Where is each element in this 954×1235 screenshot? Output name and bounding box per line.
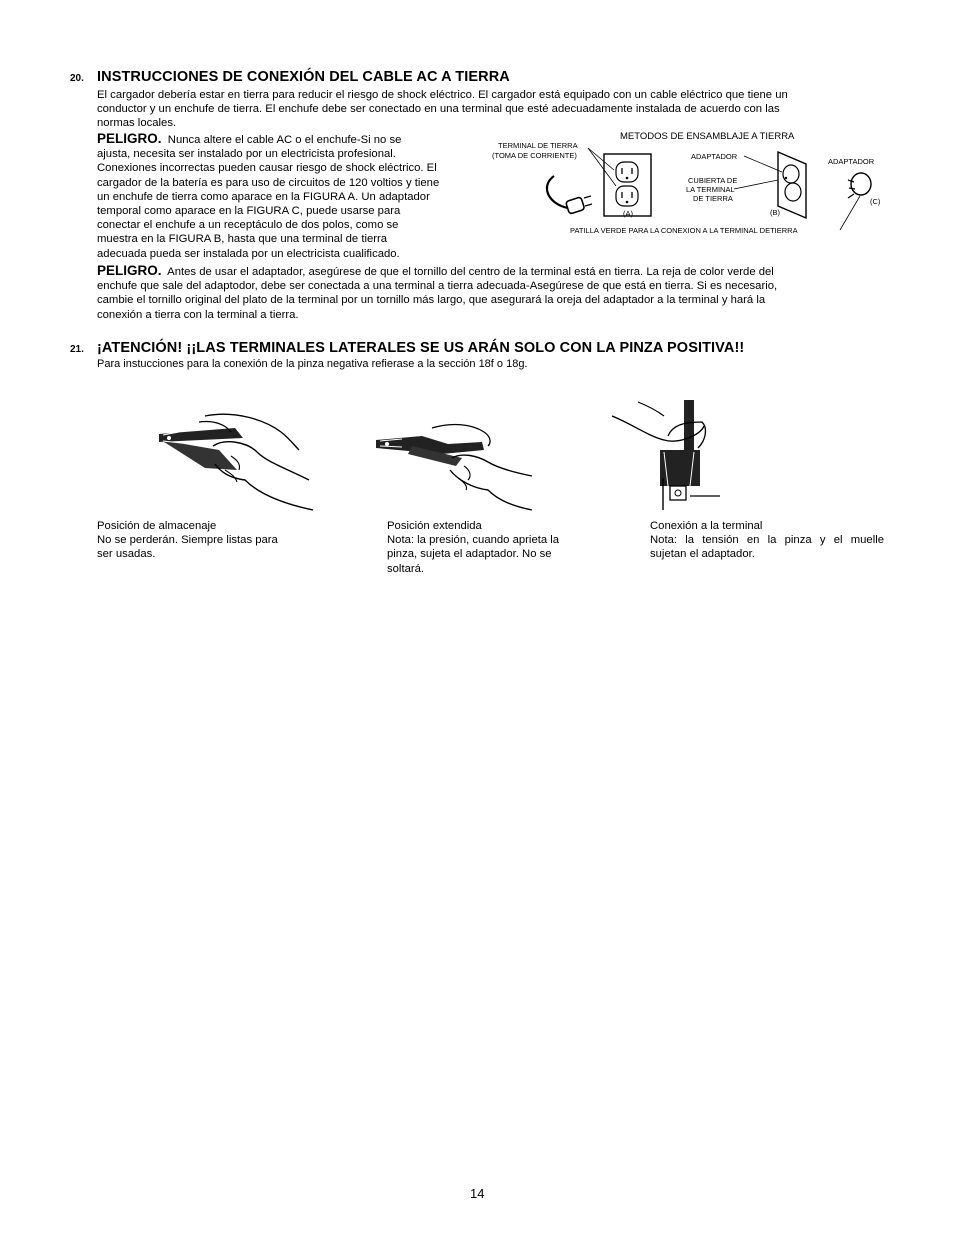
storage-position-illustration (155, 410, 320, 515)
figure-c-label: (C) (870, 197, 881, 206)
cover-label-3: DE TIERRA (693, 194, 733, 203)
extended-position-illustration (372, 418, 537, 513)
green-tab-label: PATILLA VERDE PARA LA CONEXION A LA TERMINAL DETIERRA (570, 226, 798, 235)
danger-1-line: adecuada pueda ser instalada por un electricista cualificado. (97, 247, 400, 260)
caption-line: Nota: la tensión en la pinza y el muelle (650, 534, 884, 547)
caption-line: Nota: la presión, cuando aprieta la (387, 534, 560, 547)
caption-line: Conexión a la terminal (650, 520, 763, 532)
section-20-title: INSTRUCCIONES DE CONEXIÓN DEL CABLE AC A TIERRA (97, 69, 510, 85)
terminal-label-1: TERMINAL DE TIERRA (498, 141, 578, 150)
terminal-connection-illustration (608, 396, 728, 514)
danger-1-line: muestra en la FIGURA B, hasta que una terminal de tierra (97, 233, 388, 246)
danger-1-line: conectar el enchufe a un receptáculo de dos polos, como se (97, 219, 399, 232)
danger-2-line: enchufe que sale del adaptodor, debe ser conectada a una terminal a tierra adecuada-Asegúrese de que está en tierra. Si es necesario, (97, 280, 778, 293)
caption-line: sujetan el adaptador. (650, 548, 755, 561)
danger-1-text: Nunca altere el cable AC o el enchufe-Si no se (167, 134, 402, 146)
cover-label-1: CUBIERTA DE (688, 176, 738, 185)
danger-1-label: PELIGRO. (97, 131, 162, 146)
danger-1-line: un enchufe de tierra como aparace en la FIGURA A. Un adaptador (97, 190, 430, 203)
intro-line: normas locales. (97, 117, 177, 130)
grounding-methods-figure (488, 126, 888, 238)
adapter-label-c: ADAPTADOR (828, 157, 875, 166)
section-21-note: Para instucciones para la conexión de la pinza negativa refierase a la sección 18f o 18g. (97, 358, 528, 370)
danger-2-text: Antes de usar el adaptador, asegúrese de que el tornillo del centro de la terminal está en tierra. La reja de color verde del (167, 266, 774, 278)
danger-1-block (97, 132, 487, 261)
danger-2-label: PELIGRO. (97, 263, 162, 278)
intro-line: conductor y un enchufe de tierra. El enchufe debe ser conectado en una terminal que esté adecuadamente instalada de acuerdo con las (97, 103, 780, 116)
section-21-title: ¡ATENCIÓN! ¡¡LAS TERMINALES LATERALES SE US ARÁN SOLO CON LA PINZA POSITIVA!! (97, 340, 745, 356)
section-20-intro (97, 88, 897, 131)
danger-2-line: cambie el tornillo original del plato de la terminal por un tornillo más largo, que asegurará la oreja del adaptador a la terminal y hará la (97, 294, 766, 307)
figure-title: METODOS DE ENSAMBLAJE A TIERRA (620, 131, 795, 142)
danger-1-line: cargador de la batería es para uso de circuitos de 120 voltios y tiene (97, 176, 440, 189)
caption-terminal (650, 519, 884, 562)
caption-line: ser usadas. (97, 548, 156, 561)
caption-line: soltará. (387, 562, 425, 575)
caption-line: Posición de almacenaje (97, 520, 217, 532)
danger-2-block (97, 264, 897, 322)
figure-a-label: (A) (623, 209, 633, 218)
intro-line: El cargador debería estar en tierra para reducir el riesgo de shock eléctrico. El cargador está equipado con un cable eléctrico que tiene un (97, 89, 788, 101)
danger-1-line: ajusta, necesita ser instalado por un electricista profesional. (97, 148, 396, 161)
caption-line: Posición extendida (387, 520, 482, 532)
adapter-label-b: ADAPTADOR (691, 152, 738, 161)
danger-1-line: Conexiones incorrectas pueden causar riesgo de shock eléctrico. El (97, 162, 437, 175)
terminal-label-2: (TOMA DE CORRIENTE) (492, 151, 577, 160)
caption-storage (97, 519, 317, 562)
cover-label-2: LA TERMINAL (686, 185, 735, 194)
section-20-number: 20. (70, 73, 84, 84)
caption-line: No se perderán. Siempre listas para (97, 534, 278, 547)
danger-2-line: conexión a tierra con la terminal a tierra. (97, 308, 299, 321)
danger-1-line: temporal como aparace en la FIGURA C, puede usarse para (97, 205, 401, 218)
page-number: 14 (470, 1186, 485, 1201)
figure-b-label: (B) (770, 208, 780, 217)
caption-line: pinza, sujeta el adaptador. No se (387, 548, 552, 561)
section-21-number: 21. (70, 344, 84, 355)
caption-extended (387, 519, 597, 576)
